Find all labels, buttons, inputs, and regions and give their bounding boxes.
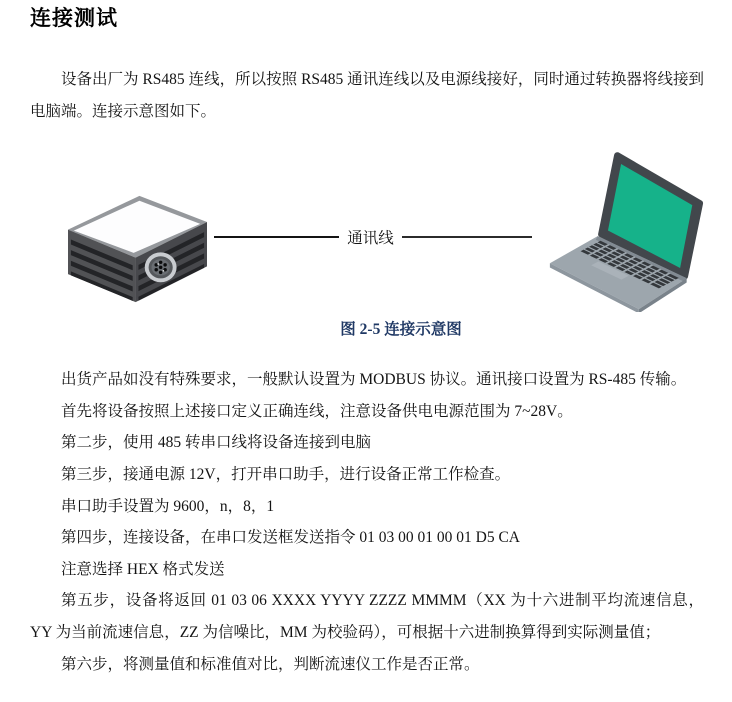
laptop-graphic xyxy=(548,148,726,312)
device-graphic xyxy=(65,193,210,304)
step-paragraph: 第四步，连接设备，在串口发送框发送指令 01 03 00 01 00 01 D5 CA xyxy=(61,529,520,547)
cable-segment-left xyxy=(214,236,339,239)
intro-paragraph: 设备出厂为 RS485 连线，所以按照 RS485 通讯连线以及电源线接好，同时通过转换器将线接到电脑端。连接示意图如下。 xyxy=(30,71,704,120)
step-paragraph: 第三步，接通电源 12V，打开串口助手，进行设备正常工作检查。 xyxy=(61,465,511,483)
connection-diagram xyxy=(30,139,704,317)
step-paragraph: 第二步，使用 485 转串口线将设备连接到电脑 xyxy=(61,434,372,452)
figure-caption: 图 2-5 连接示意图 xyxy=(340,321,462,339)
instruction-steps xyxy=(30,364,704,680)
laptop-icon xyxy=(548,148,726,313)
cable-segment-right xyxy=(402,236,532,238)
step-paragraph: 注意选择 HEX 格式发送 xyxy=(61,560,225,578)
page-title: 连接测试 xyxy=(30,7,118,30)
step-paragraph: 出货产品如没有特殊要求，一般默认设置为 MODBUS 协议。通讯接口设置为 RS-485 传输。 xyxy=(61,371,687,389)
step-paragraph: 串口助手设置为 9600，n，8，1 xyxy=(61,497,275,515)
cable-label: 通讯线 xyxy=(347,230,394,248)
step-paragraph: 第六步，将测量值和标准值对比，判断流速仪工作是否正常。 xyxy=(61,655,480,673)
step-paragraph: 首先将设备按照上述接口定义正确连线，注意设备供电电源范围为 7~28V。 xyxy=(61,402,573,420)
step-paragraph: 第五步，设备将返回 01 03 06 XXXX YYYY ZZZZ MMMM（XX 为十六进制平均流速信息，YY 为当前流速信息，ZZ 为信噪比，MM 为校验码），可根据十六进制换算得到实际测量值； xyxy=(30,592,704,641)
cable-line xyxy=(214,226,532,248)
aviation-connector-icon xyxy=(145,253,177,283)
flow-meter-device-icon xyxy=(65,193,210,305)
